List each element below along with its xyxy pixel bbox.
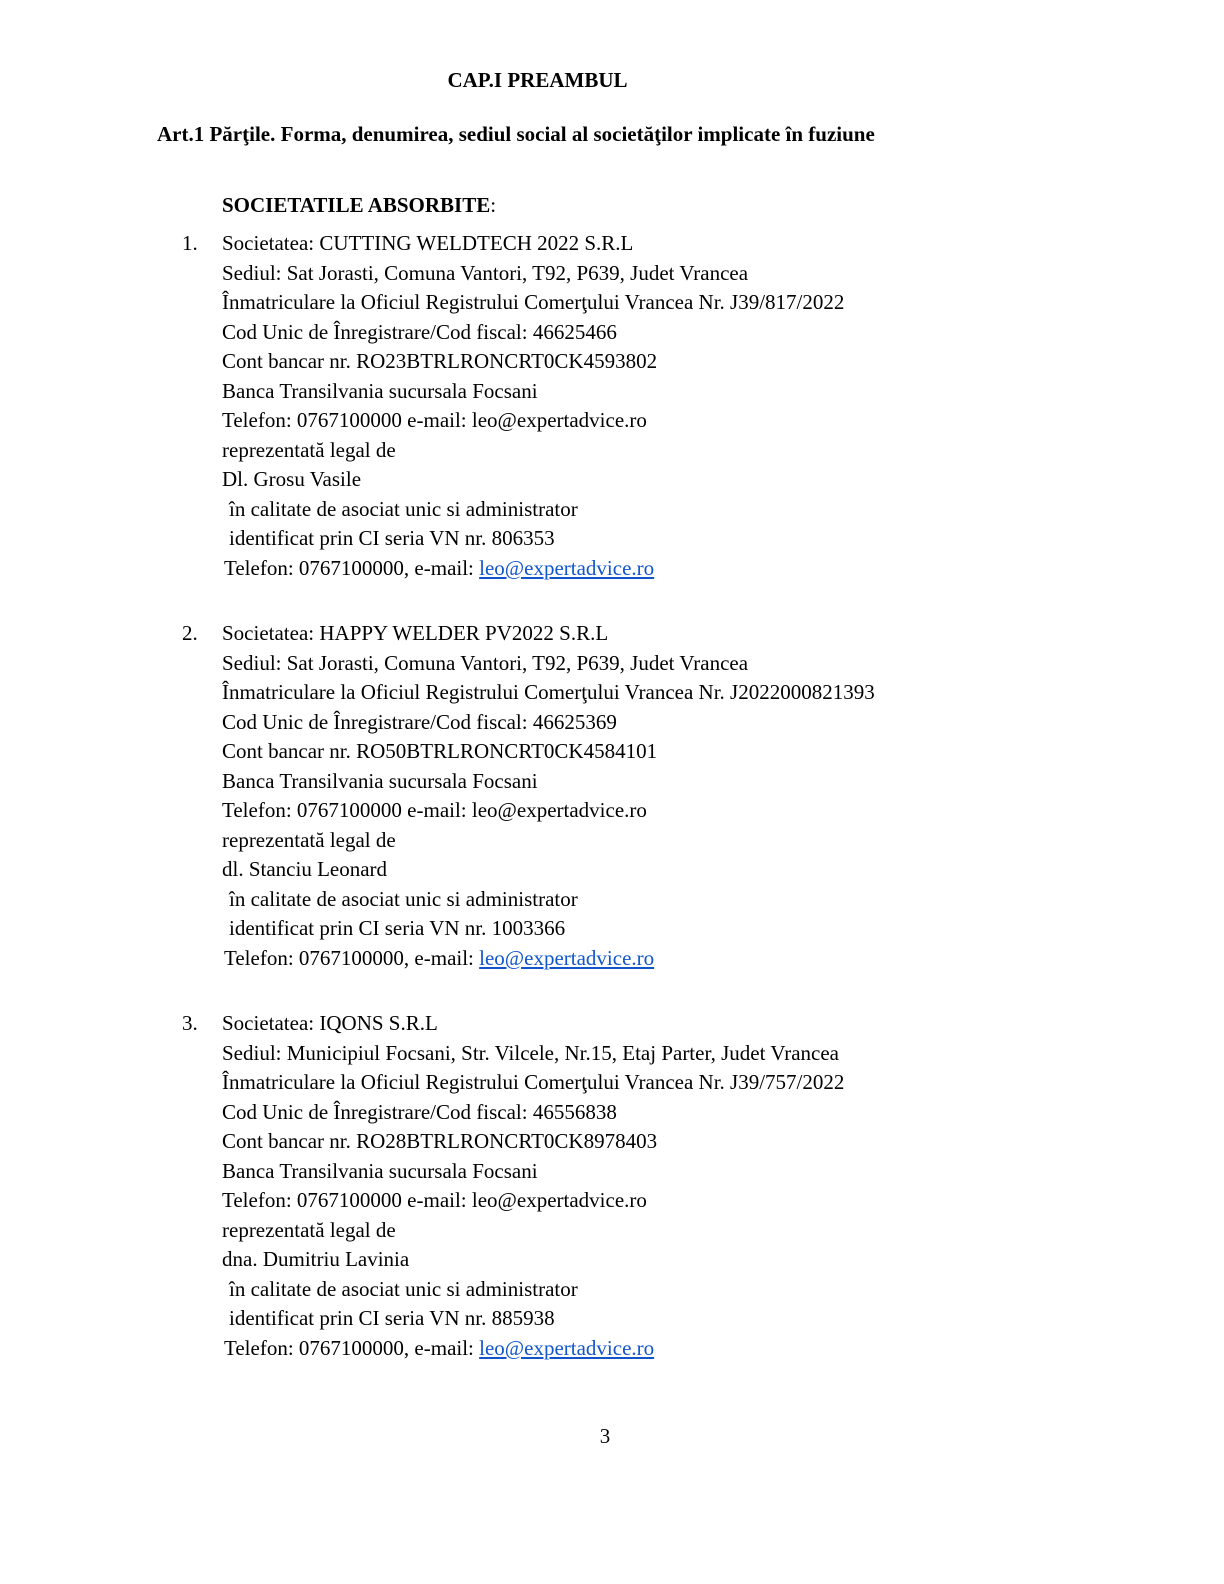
company-bank: Banca Transilvania sucursala Focsani [222, 1159, 538, 1183]
representative-name: dna. Dumitriu Lavinia [222, 1247, 410, 1271]
section-heading-suffix: : [490, 193, 497, 217]
representative-id-card: identificat prin CI seria VN nr. 1003366 [229, 916, 566, 940]
representative-name: dl. Stanciu Leonard [222, 857, 388, 881]
represented-by: reprezentată legal de [222, 1218, 396, 1242]
company-name: Societatea: HAPPY WELDER PV2022 S.R.L [222, 621, 609, 645]
company-seat: Sediul: Sat Jorasti, Comuna Vantori, T92, P639, Judet Vrancea [222, 261, 749, 285]
company-bank-account: Cont bancar nr. RO28BTRLRONCRT0CK8978403 [222, 1129, 658, 1153]
company-bank: Banca Transilvania sucursala Focsani [222, 769, 538, 793]
representative-id-card: identificat prin CI seria VN nr. 806353 [229, 526, 555, 550]
page-number: 3 [599, 1424, 611, 1448]
company-bank-account: Cont bancar nr. RO23BTRLRONCRT0CK4593802 [222, 349, 658, 373]
list-number: 3. [182, 1011, 198, 1035]
represented-by: reprezentată legal de [222, 438, 396, 462]
company-name: Societatea: CUTTING WELDTECH 2022 S.R.L [222, 231, 634, 255]
company-cui: Cod Unic de Înregistrare/Cod fiscal: 46625369 [222, 710, 617, 734]
chapter-title: CAP.I PREAMBUL [447, 68, 628, 92]
representative-contact-prefix: Telefon: 0767100000, e-mail: [224, 556, 480, 580]
representative-capacity: în calitate de asociat unic si administrator [229, 887, 578, 911]
representative-contact-prefix: Telefon: 0767100000, e-mail: [224, 1336, 480, 1360]
email-link[interactable]: leo@expertadvice.ro [479, 1336, 655, 1360]
list-number: 2. [182, 621, 198, 645]
section-heading [222, 195, 496, 216]
representative-capacity: în calitate de asociat unic si administrator [229, 497, 578, 521]
list-number: 1. [182, 231, 198, 255]
representative-contact [224, 556, 654, 581]
company-seat: Sediul: Sat Jorasti, Comuna Vantori, T92, P639, Judet Vrancea [222, 651, 749, 675]
email-link[interactable]: leo@expertadvice.ro [479, 946, 655, 970]
representative-contact [224, 1336, 654, 1361]
company-cui: Cod Unic de Înregistrare/Cod fiscal: 46625466 [222, 320, 617, 344]
representative-contact [224, 946, 654, 971]
company-cui: Cod Unic de Înregistrare/Cod fiscal: 46556838 [222, 1100, 617, 1124]
representative-capacity: în calitate de asociat unic si administrator [229, 1277, 578, 1301]
represented-by: reprezentată legal de [222, 828, 396, 852]
company-registration: Înmatriculare la Oficiul Registrului Comerţului Vrancea Nr. J2022000821393 [222, 680, 875, 704]
section-heading-text: SOCIETATILE ABSORBITE [222, 193, 491, 217]
company-contact: Telefon: 0767100000 e-mail: leo@expertadvice.ro [222, 1188, 647, 1212]
company-registration: Înmatriculare la Oficiul Registrului Comerţului Vrancea Nr. J39/757/2022 [222, 1070, 845, 1094]
article-title: Art.1 Părţile. Forma, denumirea, sediul social al societăţilor implicate în fuziune [157, 122, 875, 146]
company-seat: Sediul: Municipiul Focsani, Str. Vilcele, Nr.15, Etaj Parter, Judet Vrancea [222, 1041, 839, 1065]
company-name: Societatea: IQONS S.R.L [222, 1011, 438, 1035]
company-bank-account: Cont bancar nr. RO50BTRLRONCRT0CK4584101 [222, 739, 658, 763]
email-link[interactable]: leo@expertadvice.ro [479, 556, 655, 580]
representative-contact-prefix: Telefon: 0767100000, e-mail: [224, 946, 480, 970]
representative-name: Dl. Grosu Vasile [222, 467, 362, 491]
representative-id-card: identificat prin CI seria VN nr. 885938 [229, 1306, 555, 1330]
company-contact: Telefon: 0767100000 e-mail: leo@expertadvice.ro [222, 798, 647, 822]
company-bank: Banca Transilvania sucursala Focsani [222, 379, 538, 403]
company-registration: Înmatriculare la Oficiul Registrului Comerţului Vrancea Nr. J39/817/2022 [222, 290, 845, 314]
company-contact: Telefon: 0767100000 e-mail: leo@expertadvice.ro [222, 408, 647, 432]
